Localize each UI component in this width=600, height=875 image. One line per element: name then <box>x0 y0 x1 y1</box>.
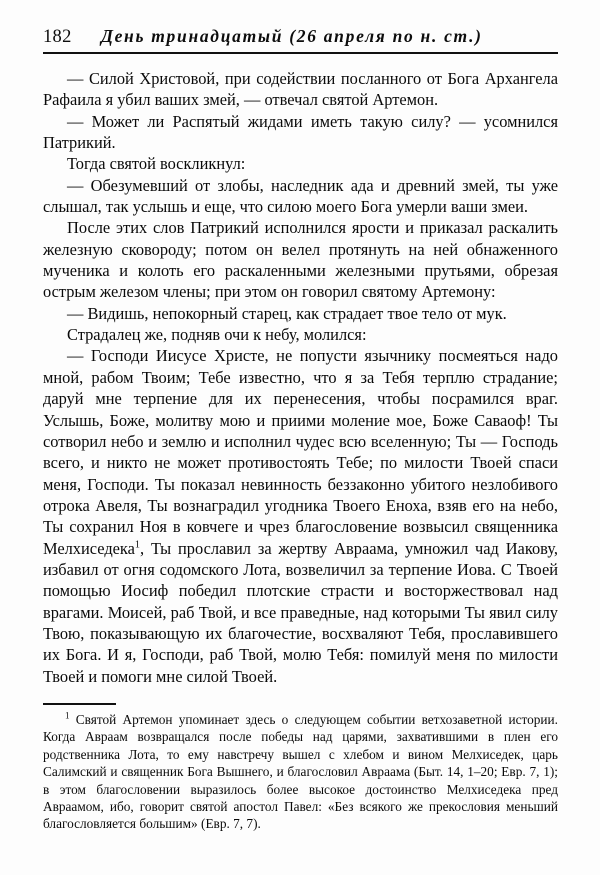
running-head-title: День тринадцатый (26 апреля по н. ст.) <box>100 26 483 46</box>
paragraph-prayer <box>43 345 558 687</box>
paragraph: — Обезумевший от злобы, наследник ада и древний змей, ты уже слышал, так услышь и еще, что силою моего Бога умерли ваши змеи. <box>43 175 558 217</box>
footnote-reference-marker[interactable]: 1 <box>134 539 140 551</box>
prayer-text-before-footnote: — Господи Иисусе Христе, не попусти язычнику посмеяться надо мной, рабом Твоим; Тебе известно, что я за Тебя терплю страдание; даруй мне терпение для их перенесения, чтобы посрамился враг. Услышь, Боже, молитву мою и приими моление мое, Боже Саваоф! Ты сотворил небо и землю и исполнил чудес всю вселенную; Ты — Господь всего, и никто не может противостоять Тебе; по милости Твоей спаси меня, Господи. Ты показал невинность беззаконно убитого незлобивого отрока Авеля, Ты вознаградил угодника Твоего Еноха, взяв его на небо, Ты сохранил Ноя в ковчеге и чрез благословение возвысил священника Мелхиседека <box>43 346 558 558</box>
running-head <box>43 26 558 54</box>
body-text <box>43 68 558 687</box>
paragraph: После этих слов Патрикий исполнился ярости и приказал раскалить железную сковороду; потом он велел протянуть на ней обнаженного мученика и колоть его раскаленными железными прутьями, обрезая острым железом члены; при этом он говорил святому Артемону: <box>43 218 558 302</box>
prayer-text-after-footnote: , Ты прославил за жертву Авраама, умножил чад Иакову, избавил от огня содомского Лота, возвеличил за терпение Иова. С Твоей помощью Иосиф победил плотские страсти и восторжествовал над врагами. Моисей, раб Твой, и все праведные, над которыми Ты явил силу Твою, показывающую их благочестие, восхваляют Тебя, прославившего их Бога. И я, Господи, раб Твой, молю Тебя: помилуй меня по милости Твоей и помоги мне силой Твоей. <box>43 538 558 686</box>
paragraph: — Видишь, непокорный старец, как страдает твое тело от мук. <box>67 303 507 323</box>
footnote-text: Святой Артемон упоминает здесь о следующем событии ветхозаветной истории. Когда Авраам возвращался после победы над царями, захватившими в плен его родственника Лота, то ему навстречу вышел с хлебом и вином Мелхиседек, царь Салимский и священник Бога Вышнего, и благословил Авраама (Быт. 14, 1–20; Евр. 7, 1); в этом благословении выразилось более высокое достоинство Мелхиседека пред Авраамом, ибо, говорит святой апостол Павел: «Без всякого же прекословия меньший благословляется большим» (Евр. 7, 7). <box>43 712 558 832</box>
footnote-block <box>43 711 558 833</box>
header-rule <box>43 52 558 54</box>
page-number: 182 <box>43 27 72 47</box>
paragraph: Тогда святой воскликнул: <box>67 154 246 174</box>
footnote-separator-rule <box>43 703 116 705</box>
paragraph: — Может ли Распятый жидами иметь такую силу? — усомнился Патрикий. <box>43 111 558 153</box>
footnote-number-marker: 1 <box>65 710 70 721</box>
paragraph: Страдалец же, подняв очи к небу, молился: <box>67 325 367 345</box>
footnote-entry <box>43 711 558 833</box>
paragraph: — Силой Христовой, при содействии посланного от Бога Архангела Рафаила я убил ваших змей, — отвечал святой Артемон. <box>43 69 558 110</box>
